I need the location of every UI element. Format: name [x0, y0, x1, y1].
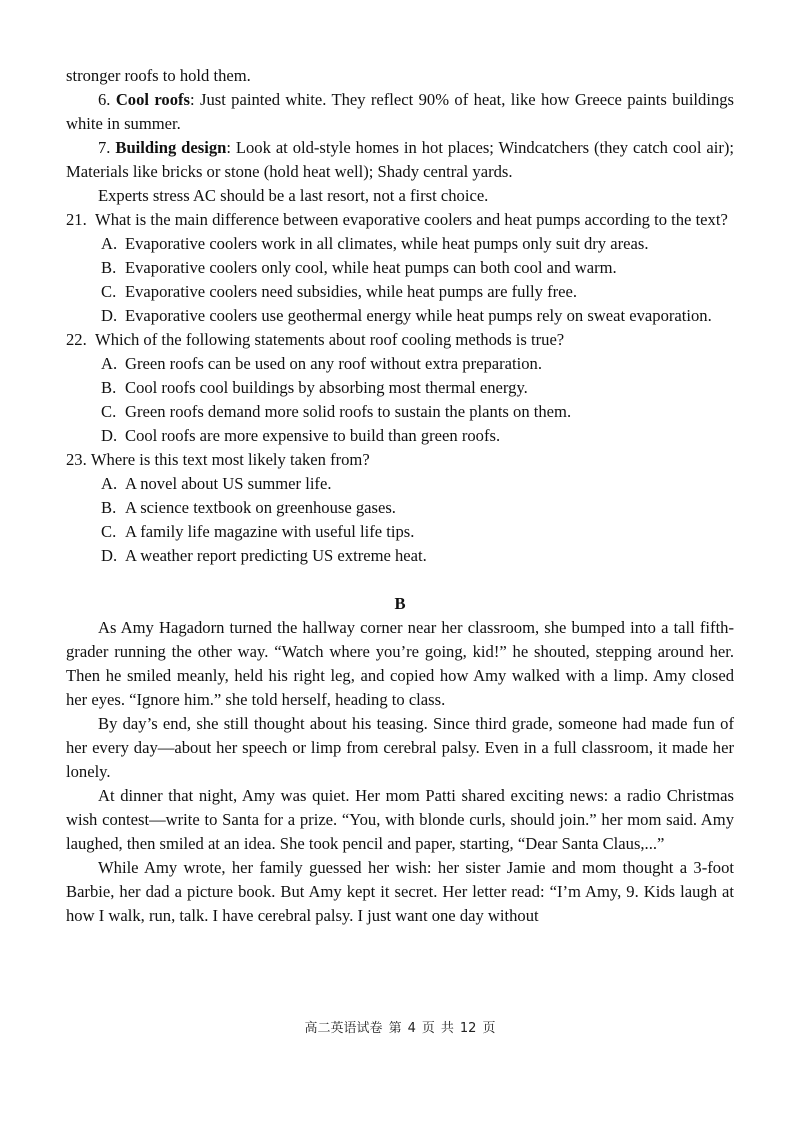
question-text: Which of the following statements about roof cooling methods is true? [95, 330, 565, 349]
option-22-c [66, 400, 734, 424]
option-label: D. [101, 426, 118, 445]
option-text: Green roofs demand more solid roofs to sustain the plants on them. [125, 402, 572, 421]
footer-ye: 页 [421, 1021, 435, 1036]
option-label: A. [101, 234, 118, 253]
document-body [66, 64, 734, 928]
closing-note: Experts stress AC should be a last resort, not a first choice. [98, 186, 489, 205]
section-heading: B [394, 594, 406, 613]
option-label: A. [101, 354, 118, 373]
option-22-a [66, 352, 734, 376]
option-label: B. [101, 258, 117, 277]
option-text: A novel about US summer life. [125, 474, 332, 493]
option-22-d [66, 424, 734, 448]
item-number: 6. [98, 90, 111, 109]
item-text: : Look at old-style homes in hot places; Windcatchers (they catch cool air); Materials like bricks or stone (hold heat well); Shady central yards. [66, 138, 735, 181]
option-text: Evaporative coolers work in all climates, while heat pumps only suit dry areas. [125, 234, 649, 253]
option-text: A family life magazine with useful life tips. [125, 522, 415, 541]
option-text: Cool roofs cool buildings by absorbing most thermal energy. [125, 378, 528, 397]
footer-total-pages: 12 [459, 1021, 477, 1036]
story-paragraph: While Amy wrote, her family guessed her wish: her sister Jamie and mom thought a 3-foot Barbie, her dad a picture book. But Amy kept it secret. Her letter read: “I’m Amy, 9. Kids laugh at how I walk, run, talk. I have cerebral palsy. I just want one day without [66, 858, 734, 925]
option-23-c [66, 520, 734, 544]
footer-ye-end: 页 [482, 1021, 496, 1036]
continued-line: stronger roofs to hold them. [66, 66, 251, 85]
item-text: : Just painted white. They reflect 90% of heat, like how Greece paints buildings white in summer. [66, 90, 734, 133]
item-cool-roofs [66, 88, 734, 136]
option-label: B. [101, 378, 117, 397]
item-title: Cool roofs [115, 90, 191, 109]
option-label: C. [101, 402, 117, 421]
page-footer [0, 1017, 800, 1036]
option-label: C. [101, 282, 117, 301]
footer-di: 第 [388, 1021, 402, 1036]
story-paragraph: At dinner that night, Amy was quiet. Her mom Patti shared exciting news: a radio Christmas wish contest—write to Santa for a prize. “You, with blonde curls, should join.” her mom said. Amy laughed, then smiled at an idea. She took pencil and paper, starting, “Dear Santa Claus,...” [66, 786, 734, 853]
option-text: Cool roofs are more expensive to build than green roofs. [125, 426, 501, 445]
item-title: Building design [115, 138, 227, 157]
option-22-b [66, 376, 734, 400]
option-text: Green roofs can be used on any roof without extra preparation. [125, 354, 542, 373]
question-number: 21. [66, 210, 96, 229]
question-23 [66, 448, 734, 472]
question-number: 22. [66, 330, 96, 349]
footer-page-number: 4 [407, 1021, 416, 1036]
item-number: 7. [98, 138, 111, 157]
story-paragraph: By day’s end, she still thought about his teasing. Since third grade, someone had made fun of her every day—about her speech or limp from cerebral palsy. Even in a full classroom, it made her lonely. [66, 714, 734, 781]
option-label: D. [101, 306, 118, 325]
option-text: Evaporative coolers only cool, while heat pumps can both cool and warm. [125, 258, 617, 277]
story-paragraph: As Amy Hagadorn turned the hallway corner near her classroom, she bumped into a tall fifth-grader running the other way. “Watch where you’re going, kid!” he shouted, stepping around her. Then he smiled meanly, held his right leg, and copied how Amy walked with a limp. Amy closed her eyes. “Ignore him.” she told herself, heading to class. [66, 618, 734, 709]
question-text: Where is this text most likely taken from? [90, 450, 370, 469]
option-label: A. [101, 474, 118, 493]
option-text: Evaporative coolers use geothermal energy while heat pumps rely on sweat evaporation. [125, 306, 712, 325]
option-21-c [66, 280, 734, 304]
question-number: 23. [66, 450, 91, 469]
item-building-design [66, 136, 734, 184]
option-label: C. [101, 522, 117, 541]
question-21 [66, 208, 734, 232]
question-text: What is the main difference between evaporative coolers and heat pumps according to the text? [95, 210, 728, 229]
option-23-d [66, 544, 734, 568]
option-text: A weather report predicting US extreme heat. [125, 546, 427, 565]
option-23-b [66, 496, 734, 520]
option-21-a [66, 232, 734, 256]
question-22 [66, 328, 734, 352]
option-text: A science textbook on greenhouse gases. [125, 498, 396, 517]
option-text: Evaporative coolers need subsidies, while heat pumps are fully free. [125, 282, 578, 301]
option-21-d [66, 304, 734, 328]
option-23-a [66, 472, 734, 496]
option-21-b [66, 256, 734, 280]
option-label: B. [101, 498, 117, 517]
footer-gong: 共 [440, 1021, 454, 1036]
option-label: D. [101, 546, 118, 565]
footer-exam-title: 高二英语试卷 [304, 1021, 383, 1036]
